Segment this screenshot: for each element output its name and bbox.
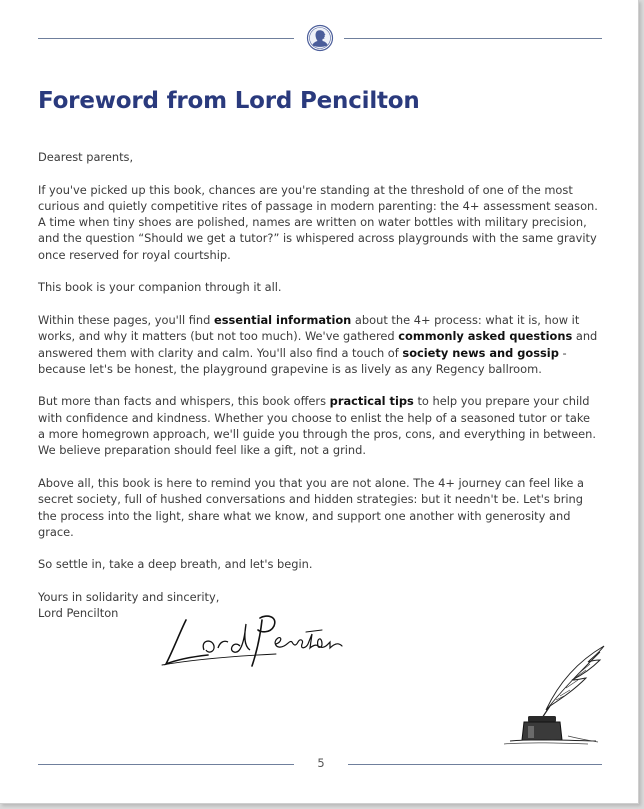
bold-phrase: essential information [214, 312, 352, 327]
salutation: Dearest parents, [38, 150, 134, 164]
text-run: about the 4+ process: what it is, how it works, and why it matters (but not too much). We've gathered [38, 312, 580, 344]
author-name: Lord Pencilton [38, 606, 119, 621]
text-run: and answered them with clarity and calm. You'll also find a touch of [38, 329, 598, 360]
closing-line: Yours in solidarity and sincerity, [38, 590, 220, 605]
header-rule-left [38, 38, 294, 39]
text-run: Within these pages, you'll find [38, 312, 215, 327]
quill-and-inkwell-icon [500, 640, 608, 748]
silhouette-emblem-icon [306, 24, 334, 52]
page-number: 5 [317, 756, 325, 770]
paragraph-4 [38, 393, 598, 458]
paragraph-6: So settle in, take a deep breath, and let's begin. [38, 557, 313, 572]
page-title: Foreword from Lord Pencilton [38, 88, 420, 114]
bold-phrase: commonly asked questions [398, 329, 573, 344]
paragraph-2: This book is your companion through it all. [38, 280, 282, 295]
paragraph-3 [38, 312, 598, 377]
bold-phrase: society news and gossip [402, 345, 559, 360]
header-rule-right [344, 38, 602, 39]
paragraph-1: If you've picked up this book, chances are you're standing at the threshold of one of the most curious and quietly competitive rites of passage in modern parenting: the 4+ assessment season. A time when tiny shoes are polished, names are written on water bottles with military precision, and the question “Should we get a tutor?” is whispered across playgrounds with the same gravity once reserved for royal courtship. [38, 182, 598, 262]
footer-rule-right [348, 764, 602, 765]
footer-rule-left [38, 764, 294, 765]
handwritten-signature [156, 610, 348, 672]
paragraph-5: Above all, this book is here to remind you that you are not alone. The 4+ journey can feel like a secret society, full of hushed conversations and hidden strategies: but it needn't be. Let's bring the process into the light, share what we know, and support one another with generosity and grace. [38, 475, 584, 539]
text-run: But more than facts and whispers, this book offers [38, 394, 330, 409]
foreword-body [38, 149, 598, 622]
text-run: to help you prepare your child with confidence and kindness. Whether you choose to enlist the help of a seasoned tutor or take a more homegrown approach, we'll guide you through the pros, cons, and everything in between. We believe preparation should feel like a gift, not a grind. [38, 394, 596, 458]
bold-phrase: practical tips [329, 394, 414, 409]
text-run: - because let's be honest, the playground grapevine is as lively as any Regency ballroom. [38, 345, 567, 376]
